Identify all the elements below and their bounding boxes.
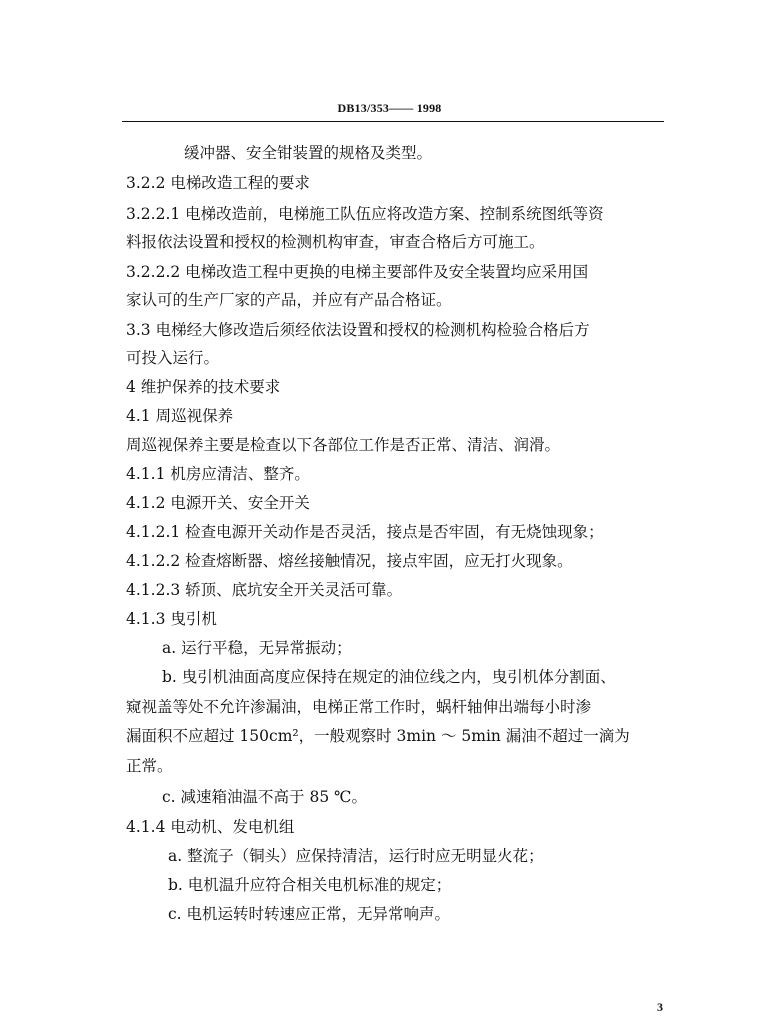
text-line: 漏面积不应超过 150cm²，一般观察时 3min ～ 5min 漏油不超过一滴为 xyxy=(126,727,630,745)
text-line: 3.2.2.1 电梯改造前，电梯施工队伍应将改造方案、控制系统图纸等资 xyxy=(126,205,604,223)
text-line: 料报依法设置和授权的检测机构审查，审查合格后方可施工。 xyxy=(126,233,545,251)
text-line: 缓冲器、安全钳装置的规格及类型。 xyxy=(184,144,433,162)
text-line: 可投入运行。 xyxy=(126,349,220,367)
section-heading-4-1-4: 4.1.4 电动机、发电机组 xyxy=(126,818,295,836)
text-line: 正常。 xyxy=(126,757,173,775)
text-line: 4.1.2.1 检查电源开关动作是否灵活，接点是否牢固，有无烧蚀现象； xyxy=(126,523,604,541)
list-item: c. 减速箱油温不高于 85 ℃。 xyxy=(162,788,367,806)
text-line: 3.2.2.2 电梯改造工程中更换的电梯主要部件及安全装置均应采用国 xyxy=(126,263,589,281)
text-line: 窥视盖等处不允许渗漏油，电梯正常工作时，蜗杆轴伸出端每小时渗 xyxy=(126,698,592,716)
list-item: a. 运行平稳，无异常振动； xyxy=(162,639,352,657)
text-line: 周巡视保养主要是检查以下各部位工作是否正常、清洁、润滑。 xyxy=(126,436,561,454)
section-heading-3-2-2: 3.2.2 电梯改造工程的要求 xyxy=(126,174,310,192)
header-rule xyxy=(122,121,664,122)
text-line: 家认可的生产厂家的产品，并应有产品合格证。 xyxy=(126,291,452,309)
section-heading-4-1-2: 4.1.2 电源开关、安全开关 xyxy=(126,494,310,512)
list-item: b. 电机温升应符合相关电机标准的规定； xyxy=(168,876,452,894)
text-line: 4.1.2.3 轿顶、底坑安全开关灵活可靠。 xyxy=(126,581,403,599)
page-number: 3 xyxy=(657,1000,663,1014)
standard-code-header: DB13/353—— 1998 xyxy=(337,101,442,115)
list-item: b. 曳引机油面高度应保持在规定的油位线之内，曳引机体分割面、 xyxy=(162,668,616,686)
list-item: c. 电机运转时转速应正常，无异常响声。 xyxy=(168,905,451,923)
section-heading-4-1-3: 4.1.3 曳引机 xyxy=(126,610,217,628)
text-line: 4.1.1 机房应清洁、整齐。 xyxy=(126,465,310,483)
section-heading-4: 4 维护保养的技术要求 xyxy=(126,378,281,396)
section-heading-4-1: 4.1 周巡视保养 xyxy=(126,407,234,425)
text-line: 3.3 电梯经大修改造后须经依法设置和授权的检测机构检验合格后方 xyxy=(126,321,590,339)
text-line: 4.1.2.2 检查熔断器、熔丝接触情况，接点牢固，应无打火现象。 xyxy=(126,552,573,570)
list-item: a. 整流子（铜头）应保持清洁，运行时应无明显火花； xyxy=(168,847,544,865)
